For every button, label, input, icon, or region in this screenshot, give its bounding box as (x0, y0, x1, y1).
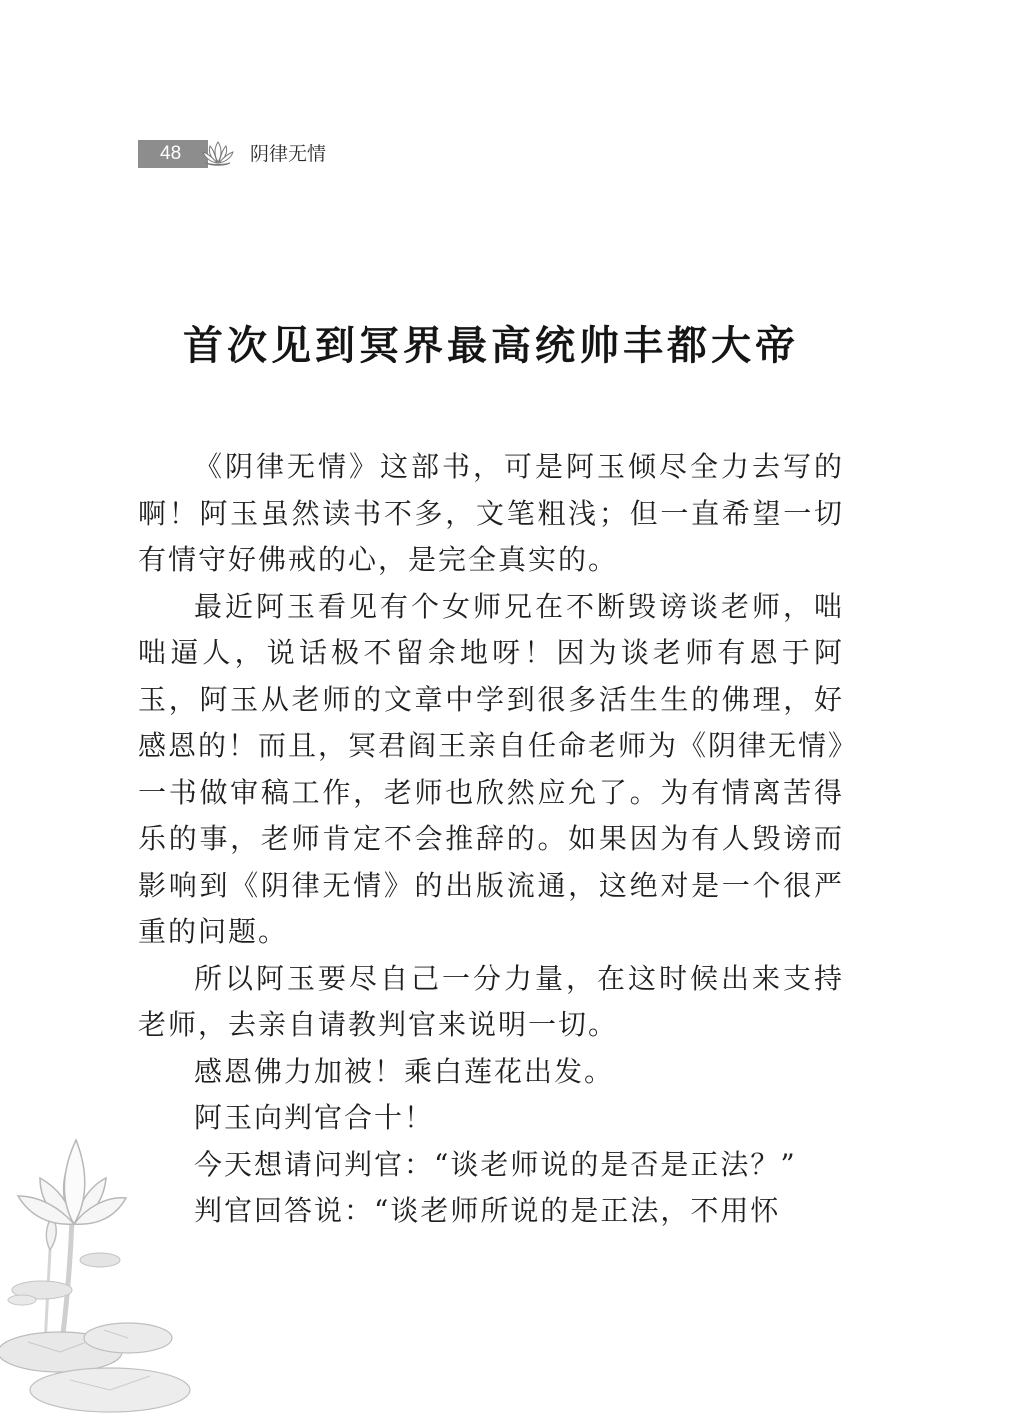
paragraph: 《阴律无情》这部书，可是阿玉倾尽全力去写的啊！阿玉虽然读书不多，文笔粗浅；但一直希望一切有情守好佛戒的心，是完全真实的。 (138, 450, 844, 576)
paragraph: 最近阿玉看见有个女师兄在不断毁谤谈老师，咄咄逼人，说话极不留余地呀！因为谈老师有恩于阿玉，阿玉从老师的文章中学到很多活生生的佛理，好感恩的！而且，冥君阎王亲自任命老师为《阴律无情》一书做审稿工作，老师也欣然应允了。为有情离苦得乐的事，老师肯定不会推辞的。如果因为有人毁谤而影响到《阴律无情》的出版流通，这绝对是一个很严重的问题。 (138, 589, 845, 948)
lotus-icon (200, 138, 236, 168)
paragraph: 阿玉向判官合十！ (194, 1101, 435, 1134)
page-number-box (138, 140, 208, 168)
paragraph: 所以阿玉要尽自己一分力量，在这时候出来支持老师，去亲自请教判官来说明一切。 (138, 961, 844, 1041)
lotus-illustration (0, 1130, 200, 1413)
running-header-title: 阴律无情 (250, 143, 327, 165)
paragraph: 今天想请问判官：“谈老师说的是否是正法？” (194, 1147, 797, 1181)
chapter-title: 首次见到冥界最高统帅丰都大帝 (183, 322, 799, 369)
page-number: 48 (160, 143, 182, 164)
running-header (138, 138, 378, 170)
paragraph: 判官回答说：“谈老师所说的是正法，不用怀 (194, 1194, 781, 1227)
body-text (138, 444, 844, 1235)
paragraph: 感恩佛力加被！乘白莲花出发。 (194, 1054, 615, 1088)
